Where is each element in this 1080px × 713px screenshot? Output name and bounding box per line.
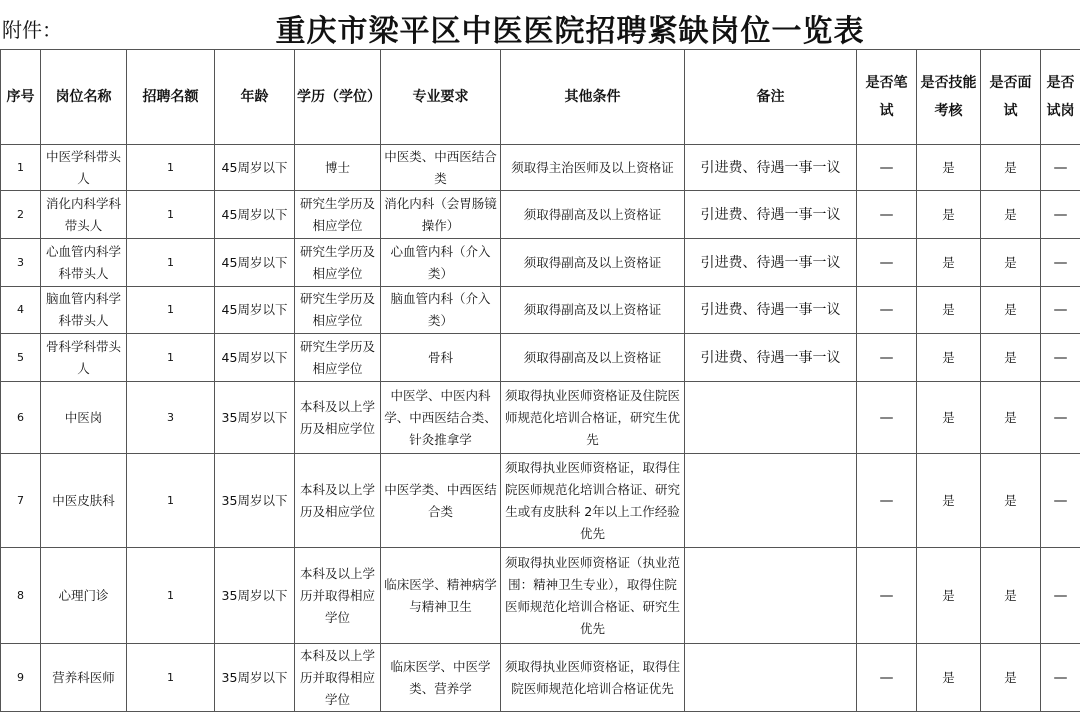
cell-remark xyxy=(685,454,857,548)
cell-skill: 是 xyxy=(917,644,981,712)
cell-remark: 引进费、待遇一事一议 xyxy=(685,334,857,382)
table-row xyxy=(1,239,1080,287)
table-row xyxy=(1,334,1080,382)
cell-other: 须取得副高及以上资格证 xyxy=(501,334,685,382)
cell-age: 35周岁以下 xyxy=(215,644,295,712)
cell-edu: 本科及以上学历及相应学位 xyxy=(295,382,381,454)
cell-written: — xyxy=(857,382,917,454)
cell-interview: 是 xyxy=(981,191,1041,239)
cell-written: — xyxy=(857,239,917,287)
cell-interview: 是 xyxy=(981,334,1041,382)
cell-seq: 9 xyxy=(1,644,41,712)
cell-major: 临床医学、中医学类、营养学 xyxy=(381,644,501,712)
cell-age: 45周岁以下 xyxy=(215,334,295,382)
cell-edu: 研究生学历及相应学位 xyxy=(295,239,381,287)
cell-other: 须取得副高及以上资格证 xyxy=(501,239,685,287)
table-row xyxy=(1,382,1080,454)
cell-interview: 是 xyxy=(981,239,1041,287)
cell-edu: 本科及以上学历并取得相应学位 xyxy=(295,548,381,644)
cell-quota: 1 xyxy=(127,454,215,548)
header-row xyxy=(1,50,1080,145)
cell-quota: 1 xyxy=(127,334,215,382)
cell-major: 骨科 xyxy=(381,334,501,382)
cell-post: 消化内科学科带头人 xyxy=(41,191,127,239)
cell-seq: 5 xyxy=(1,334,41,382)
cell-trial: — xyxy=(1041,191,1080,239)
cell-age: 45周岁以下 xyxy=(215,239,295,287)
cell-edu: 研究生学历及相应学位 xyxy=(295,334,381,382)
page-title: 重庆市梁平区中医医院招聘紧缺岗位一览表 xyxy=(275,14,865,49)
cell-major: 脑血管内科（介入类） xyxy=(381,287,501,334)
cell-post: 心血管内科学科带头人 xyxy=(41,239,127,287)
cell-seq: 2 xyxy=(1,191,41,239)
cell-trial: — xyxy=(1041,145,1080,191)
cell-trial: — xyxy=(1041,382,1080,454)
cell-age: 45周岁以下 xyxy=(215,287,295,334)
table-row xyxy=(1,548,1080,644)
col-written: 是否笔试 xyxy=(857,50,917,145)
cell-trial: — xyxy=(1041,454,1080,548)
cell-other: 须取得主治医师及以上资格证 xyxy=(501,145,685,191)
cell-other: 须取得执业医师资格证及住院医师规范化培训合格证，研究生优先 xyxy=(501,382,685,454)
cell-interview: 是 xyxy=(981,287,1041,334)
cell-post: 心理门诊 xyxy=(41,548,127,644)
col-trial: 是否试岗 xyxy=(1041,50,1080,145)
cell-skill: 是 xyxy=(917,191,981,239)
cell-post: 中医皮肤科 xyxy=(41,454,127,548)
col-age: 年龄 xyxy=(215,50,295,145)
cell-seq: 3 xyxy=(1,239,41,287)
cell-remark xyxy=(685,548,857,644)
cell-quota: 1 xyxy=(127,287,215,334)
cell-other: 须取得执业医师资格证，取得住院医师规范化培训合格证、研究生或有皮肤科 2年以上工作经验优先 xyxy=(501,454,685,548)
col-edu: 学历（学位） xyxy=(295,50,381,145)
cell-edu: 本科及以上学历及相应学位 xyxy=(295,454,381,548)
cell-post: 中医岗 xyxy=(41,382,127,454)
cell-interview: 是 xyxy=(981,145,1041,191)
cell-other: 须取得副高及以上资格证 xyxy=(501,287,685,334)
cell-remark xyxy=(685,382,857,454)
cell-quota: 1 xyxy=(127,145,215,191)
cell-trial: — xyxy=(1041,644,1080,712)
col-major: 专业要求 xyxy=(381,50,501,145)
cell-remark: 引进费、待遇一事一议 xyxy=(685,239,857,287)
cell-written: — xyxy=(857,644,917,712)
cell-major: 中医学、中医内科学、中西医结合类、针灸推拿学 xyxy=(381,382,501,454)
cell-age: 35周岁以下 xyxy=(215,548,295,644)
cell-quota: 1 xyxy=(127,548,215,644)
cell-skill: 是 xyxy=(917,454,981,548)
cell-age: 35周岁以下 xyxy=(215,454,295,548)
table-row xyxy=(1,454,1080,548)
cell-post: 骨科学科带头人 xyxy=(41,334,127,382)
cell-trial: — xyxy=(1041,287,1080,334)
table-row xyxy=(1,287,1080,334)
cell-remark xyxy=(685,644,857,712)
cell-post: 脑血管内科学科带头人 xyxy=(41,287,127,334)
cell-skill: 是 xyxy=(917,145,981,191)
cell-major: 临床医学、精神病学与精神卫生 xyxy=(381,548,501,644)
cell-skill: 是 xyxy=(917,334,981,382)
col-other: 其他条件 xyxy=(501,50,685,145)
cell-skill: 是 xyxy=(917,287,981,334)
table-row xyxy=(1,191,1080,239)
cell-major: 中医学类、中西医结合类 xyxy=(381,454,501,548)
cell-skill: 是 xyxy=(917,548,981,644)
cell-other: 须取得副高及以上资格证 xyxy=(501,191,685,239)
table-row xyxy=(1,644,1080,712)
cell-written: — xyxy=(857,454,917,548)
cell-post: 中医学科带头人 xyxy=(41,145,127,191)
cell-trial: — xyxy=(1041,334,1080,382)
cell-edu: 研究生学历及相应学位 xyxy=(295,191,381,239)
cell-other: 须取得执业医师资格证（执业范围：精神卫生专业），取得住院医师规范化培训合格证、研究生优先 xyxy=(501,548,685,644)
cell-skill: 是 xyxy=(917,239,981,287)
cell-remark: 引进费、待遇一事一议 xyxy=(685,145,857,191)
cell-written: — xyxy=(857,191,917,239)
cell-seq: 7 xyxy=(1,454,41,548)
cell-age: 45周岁以下 xyxy=(215,191,295,239)
cell-major: 中医类、中西医结合类 xyxy=(381,145,501,191)
cell-age: 35周岁以下 xyxy=(215,382,295,454)
cell-quota: 1 xyxy=(127,644,215,712)
table-row xyxy=(1,145,1080,191)
cell-other: 须取得执业医师资格证，取得住院医师规范化培训合格证优先 xyxy=(501,644,685,712)
cell-remark: 引进费、待遇一事一议 xyxy=(685,287,857,334)
col-quota: 招聘名额 xyxy=(127,50,215,145)
col-remark: 备注 xyxy=(685,50,857,145)
cell-remark: 引进费、待遇一事一议 xyxy=(685,191,857,239)
cell-written: — xyxy=(857,334,917,382)
cell-trial: — xyxy=(1041,239,1080,287)
cell-edu: 博士 xyxy=(295,145,381,191)
cell-quota: 1 xyxy=(127,239,215,287)
col-seq: 序号 xyxy=(1,50,41,145)
cell-edu: 本科及以上学历并取得相应学位 xyxy=(295,644,381,712)
cell-major: 心血管内科（介入类） xyxy=(381,239,501,287)
cell-interview: 是 xyxy=(981,454,1041,548)
cell-trial: — xyxy=(1041,548,1080,644)
recruitment-table xyxy=(0,49,1080,712)
attachment-label: 附件： xyxy=(2,18,62,42)
cell-seq: 1 xyxy=(1,145,41,191)
cell-quota: 3 xyxy=(127,382,215,454)
col-post: 岗位名称 xyxy=(41,50,127,145)
cell-written: — xyxy=(857,145,917,191)
cell-written: — xyxy=(857,548,917,644)
cell-interview: 是 xyxy=(981,548,1041,644)
cell-skill: 是 xyxy=(917,382,981,454)
cell-edu: 研究生学历及相应学位 xyxy=(295,287,381,334)
cell-written: — xyxy=(857,287,917,334)
cell-age: 45周岁以下 xyxy=(215,145,295,191)
col-interview: 是否面试 xyxy=(981,50,1041,145)
cell-post: 营养科医师 xyxy=(41,644,127,712)
cell-seq: 6 xyxy=(1,382,41,454)
cell-quota: 1 xyxy=(127,191,215,239)
cell-interview: 是 xyxy=(981,644,1041,712)
cell-seq: 8 xyxy=(1,548,41,644)
cell-interview: 是 xyxy=(981,382,1041,454)
cell-seq: 4 xyxy=(1,287,41,334)
col-skill: 是否技能考核 xyxy=(917,50,981,145)
cell-major: 消化内科（会胃肠镜操作） xyxy=(381,191,501,239)
